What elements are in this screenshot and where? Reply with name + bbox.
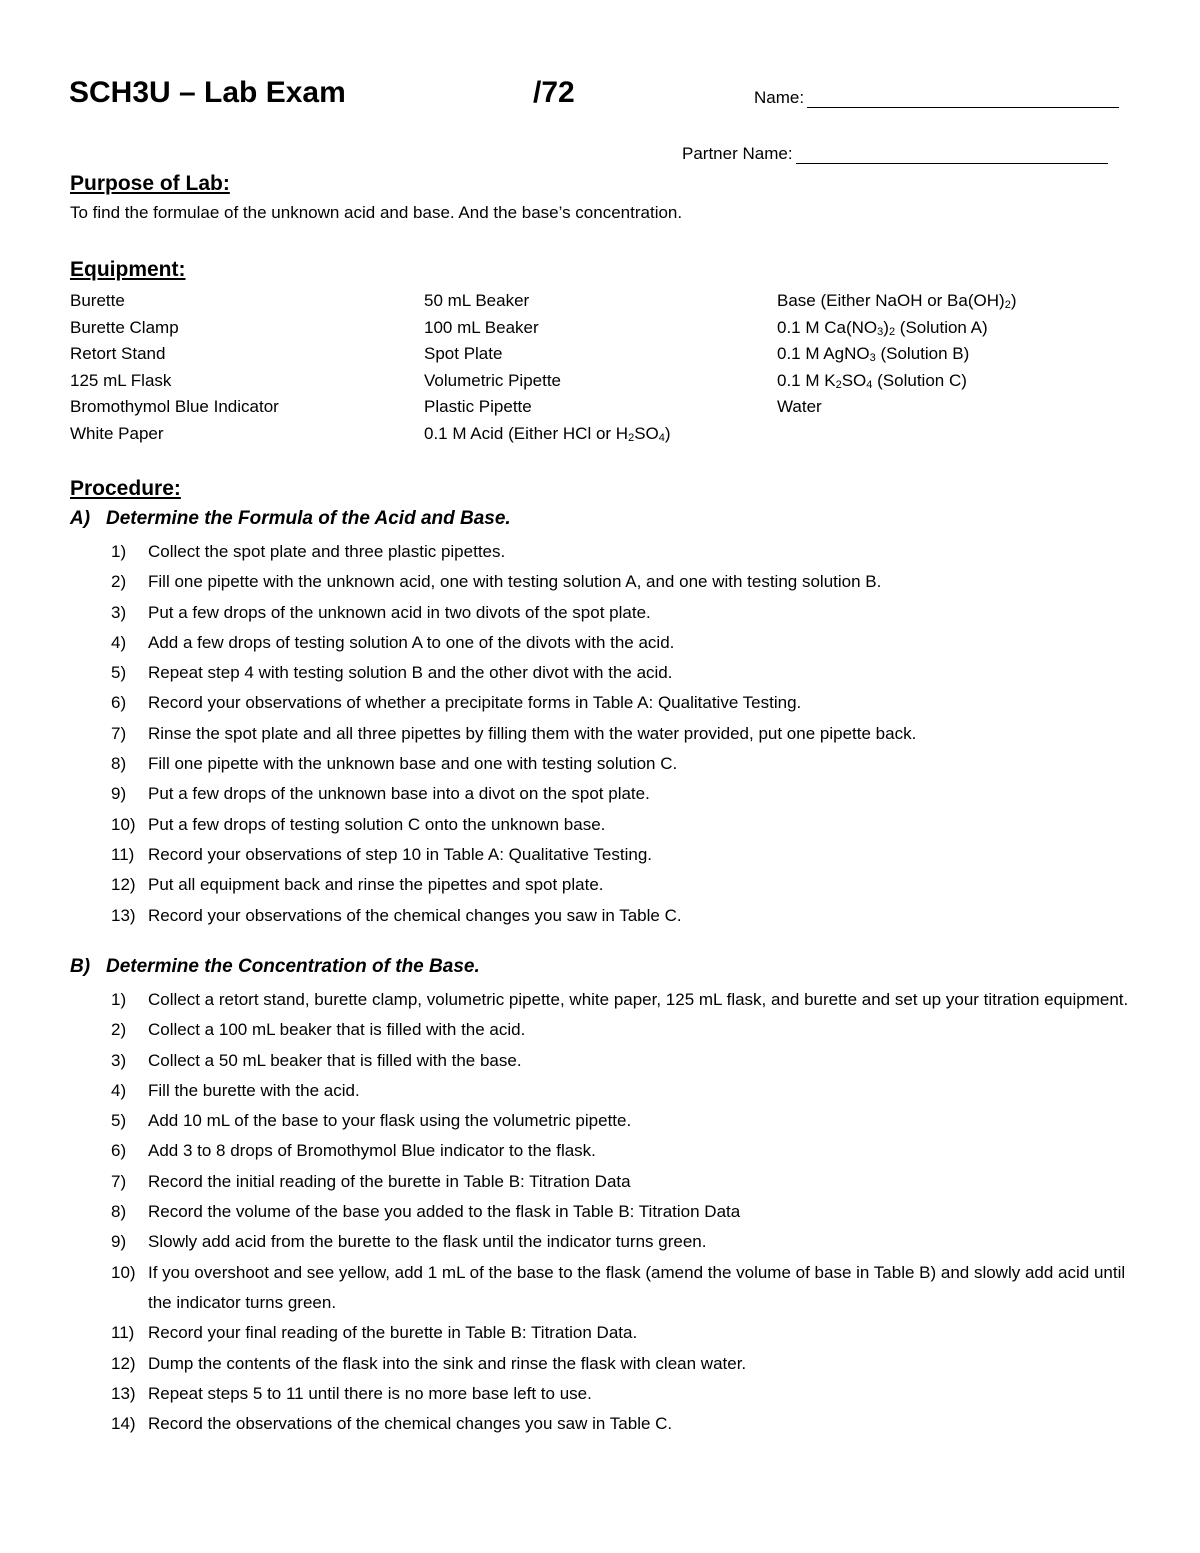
step-number: 2): [111, 572, 127, 592]
equipment-item: Burette Clamp: [70, 317, 179, 337]
equipment-column-3: [777, 288, 1016, 421]
procedure-step: [111, 1349, 1136, 1379]
procedure-heading: Procedure:: [70, 477, 181, 500]
step-text: Record your observations of step 10 in Table A: Qualitative Testing.: [148, 844, 652, 864]
step-number: 11): [111, 844, 135, 864]
procedure-step: [111, 1046, 1136, 1076]
equipment-item: Burette: [70, 291, 125, 310]
step-text: Record the observations of the chemical changes you saw in Table C.: [148, 1414, 673, 1434]
purpose-heading: Purpose of Lab:: [70, 172, 230, 195]
step-text: Dump the contents of the flask into the sink and rinse the flask with clean water.: [148, 1353, 747, 1373]
procedure-step: [111, 870, 1136, 900]
step-number: 11): [111, 1323, 135, 1343]
name-label: Name:: [754, 88, 805, 107]
step-text: Put all equipment back and rinse the pipettes and spot plate.: [148, 875, 604, 895]
step-text: Collect a retort stand, burette clamp, volumetric pipette, white paper, 125 mL flask, and burette and set up your titration equipment.: [148, 990, 1129, 1009]
step-text: Repeat steps 5 to 11 until there is no more base left to use.: [148, 1383, 592, 1403]
step-text: If you overshoot and see yellow, add 1 mL of the base to the flask (amend the volume of base in Table B) and slowly add acid until the indicator turns green.: [148, 1262, 1126, 1312]
step-text: Add 10 mL of the base to your flask using the volumetric pipette.: [148, 1111, 632, 1131]
equipment-item: 50 mL Beaker: [424, 291, 530, 310]
procedure-step: [111, 719, 1136, 749]
procedure-step: [111, 537, 1136, 567]
step-number: 13): [111, 1383, 136, 1403]
equipment-item: 0.1 M $K_2SO_4$ (Solution C): [777, 370, 967, 391]
procedure-step: [111, 628, 1136, 658]
section-a-text: Determine the Formula of the Acid and Base.: [106, 508, 511, 529]
step-text: Collect the spot plate and three plastic pipettes.: [148, 542, 506, 561]
section-b-letter: B): [70, 956, 91, 977]
section-a-steps: [111, 537, 1136, 931]
equipment-item: 125 mL Flask: [70, 370, 172, 390]
equipment-item: 0.1 M $Ca(NO_3)_2$ (Solution A): [777, 317, 988, 338]
step-number: 4): [111, 1080, 127, 1100]
procedure-step: [111, 688, 1136, 718]
procedure-step: [111, 810, 1136, 840]
procedure-step: [111, 1409, 1136, 1439]
partner-name-field: [682, 144, 1108, 164]
step-number: 3): [111, 602, 127, 622]
step-text: Record your observations of the chemical changes you saw in Table C.: [148, 905, 682, 925]
step-text: Slowly add acid from the burette to the flask until the indicator turns green.: [148, 1232, 707, 1252]
step-text: Record your final reading of the burette in Table B: Titration Data.: [148, 1323, 638, 1343]
step-text: Fill one pipette with the unknown acid, one with testing solution A, and one with testing solution B.: [148, 572, 882, 592]
step-text: Put a few drops of the unknown base into a divot on the spot plate.: [148, 784, 650, 804]
procedure-step: [111, 779, 1136, 809]
procedure-step: [111, 1136, 1136, 1166]
step-number: 14): [111, 1414, 136, 1434]
equipment-item: White Paper: [70, 423, 164, 443]
equipment-item: Bromothymol Blue Indicator: [70, 397, 279, 416]
procedure-step: [111, 1197, 1136, 1227]
step-number: 12): [111, 875, 136, 895]
step-text: Put a few drops of the unknown acid in two divots of the spot plate.: [148, 602, 651, 622]
step-text: Fill the burette with the acid.: [148, 1080, 360, 1100]
procedure-step: [111, 1015, 1136, 1045]
step-number: 5): [111, 1111, 127, 1131]
equipment-item: Base (Either NaOH or $Ba(OH)_2$): [777, 291, 1017, 311]
procedure-step: [111, 1106, 1136, 1136]
equipment-item: Plastic Pipette: [424, 397, 532, 416]
section-a-title: [70, 508, 511, 530]
equipment-item: Spot Plate: [424, 344, 503, 363]
step-number: 13): [111, 905, 136, 925]
partner-name-label: Partner Name:: [682, 144, 793, 163]
step-text: Rinse the spot plate and all three pipettes by filling them with the water provided, put one pipette back.: [148, 723, 917, 743]
procedure-step: [111, 749, 1136, 779]
step-number: 8): [111, 1202, 127, 1222]
step-text: Fill one pipette with the unknown base and one with testing solution C.: [148, 754, 678, 774]
step-number: 10): [111, 814, 136, 834]
step-text: Record the initial reading of the burette in Table B: Titration Data: [148, 1171, 631, 1191]
equipment-item: Volumetric Pipette: [424, 370, 562, 390]
name-field: [754, 88, 1119, 108]
exam-title: SCH3U – Lab Exam: [69, 76, 346, 109]
equipment-item: 0.1 M AgNO$_3$ (Solution B): [777, 344, 970, 364]
equipment-column-2: [424, 288, 671, 447]
step-number: 7): [111, 723, 127, 743]
step-text: Repeat step 4 with testing solution B and the other divot with the acid.: [148, 663, 673, 683]
procedure-step: [111, 1076, 1136, 1106]
step-number: 6): [111, 1141, 127, 1161]
section-b-title: [70, 956, 480, 978]
partner-name-input-line[interactable]: [796, 145, 1108, 164]
step-text: Put a few drops of testing solution C onto the unknown base.: [148, 814, 606, 834]
procedure-step: [111, 658, 1136, 688]
step-number: 10): [111, 1262, 136, 1282]
procedure-step: [111, 901, 1136, 931]
procedure-step: [111, 567, 1136, 597]
step-number: 6): [111, 693, 127, 713]
equipment-item: Retort Stand: [70, 344, 166, 363]
step-number: 9): [111, 1232, 127, 1252]
step-number: 2): [111, 1020, 127, 1040]
step-number: 3): [111, 1050, 127, 1070]
equipment-item: 0.1 M Acid (Either HCl or $H_2SO_4$): [424, 423, 671, 444]
procedure-step: [111, 985, 1136, 1015]
equipment-item: Water: [777, 397, 822, 416]
step-number: 5): [111, 663, 127, 683]
section-a-letter: A): [70, 508, 91, 529]
equipment-heading: Equipment:: [70, 258, 186, 281]
procedure-step: [111, 1167, 1136, 1197]
procedure-step: [111, 1227, 1136, 1257]
equipment-item: 100 mL Beaker: [424, 317, 539, 337]
procedure-step: [111, 840, 1136, 870]
step-number: 4): [111, 632, 127, 652]
step-number: 8): [111, 754, 127, 774]
equipment-column-1: [70, 288, 279, 447]
step-number: 1): [111, 542, 127, 561]
step-text: Record your observations of whether a precipitate forms in Table A: Qualitative Testing.: [148, 693, 802, 713]
procedure-step: [111, 1258, 1136, 1319]
procedure-step: [111, 598, 1136, 628]
section-b-text: Determine the Concentration of the Base.: [106, 956, 480, 977]
step-text: Record the volume of the base you added to the flask in Table B: Titration Data: [148, 1202, 741, 1222]
procedure-step: [111, 1318, 1136, 1348]
section-b-steps: [111, 985, 1136, 1439]
procedure-step: [111, 1379, 1136, 1409]
purpose-text: To find the formulae of the unknown acid and base. And the base’s concentration.: [70, 203, 683, 222]
step-number: 9): [111, 784, 127, 804]
step-number: 12): [111, 1353, 136, 1373]
name-input-line[interactable]: [807, 89, 1119, 108]
step-text: Collect a 50 mL beaker that is filled with the base.: [148, 1050, 522, 1070]
step-number: 7): [111, 1171, 127, 1191]
total-score: /72: [533, 76, 575, 109]
step-text: Add 3 to 8 drops of Bromothymol Blue indicator to the flask.: [148, 1141, 596, 1161]
step-number: 1): [111, 990, 127, 1009]
step-text: Add a few drops of testing solution A to one of the divots with the acid.: [148, 632, 675, 652]
step-text: Collect a 100 mL beaker that is filled with the acid.: [148, 1020, 526, 1040]
